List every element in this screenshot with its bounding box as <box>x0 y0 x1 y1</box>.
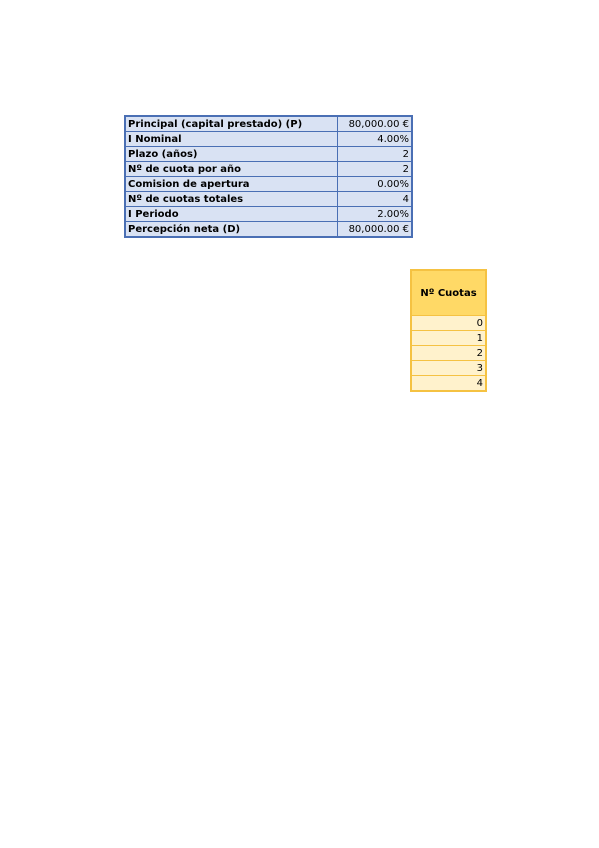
table-row <box>411 331 486 346</box>
payments-per-year-label: Nº de cuota por año <box>125 162 338 177</box>
period-interest-label: I Periodo <box>125 207 338 222</box>
total-payments-value: 4 <box>338 192 413 207</box>
installment-number: 3 <box>411 361 486 376</box>
net-receipt-label: Percepción neta (D) <box>125 222 338 238</box>
period-interest-value: 2.00% <box>338 207 413 222</box>
table-row <box>125 177 412 192</box>
total-payments-label: Nº de cuotas totales <box>125 192 338 207</box>
table-row <box>125 192 412 207</box>
table-row <box>125 116 412 132</box>
table-row <box>411 316 486 331</box>
table-row <box>411 361 486 376</box>
term-years-value: 2 <box>338 147 413 162</box>
principal-label: Principal (capital prestado) (P) <box>125 116 338 132</box>
installments-header: Nº Cuotas <box>411 270 486 316</box>
nominal-interest-label: I Nominal <box>125 132 338 147</box>
table-row <box>125 207 412 222</box>
opening-fee-label: Comision de apertura <box>125 177 338 192</box>
table-row <box>125 147 412 162</box>
installment-number: 0 <box>411 316 486 331</box>
table-row <box>411 346 486 361</box>
term-years-label: Plazo (años) <box>125 147 338 162</box>
installment-number: 1 <box>411 331 486 346</box>
installment-number: 4 <box>411 376 486 392</box>
payments-per-year-value: 2 <box>338 162 413 177</box>
opening-fee-value: 0.00% <box>338 177 413 192</box>
table-header-row <box>411 270 486 316</box>
nominal-interest-value: 4.00% <box>338 132 413 147</box>
net-receipt-value: 80,000.00 € <box>338 222 413 238</box>
principal-value: 80,000.00 € <box>338 116 413 132</box>
installments-table <box>410 269 487 392</box>
table-row <box>125 132 412 147</box>
table-row <box>411 376 486 392</box>
table-row <box>125 222 412 238</box>
loan-parameters-table <box>124 115 413 238</box>
table-row <box>125 162 412 177</box>
installment-number: 2 <box>411 346 486 361</box>
